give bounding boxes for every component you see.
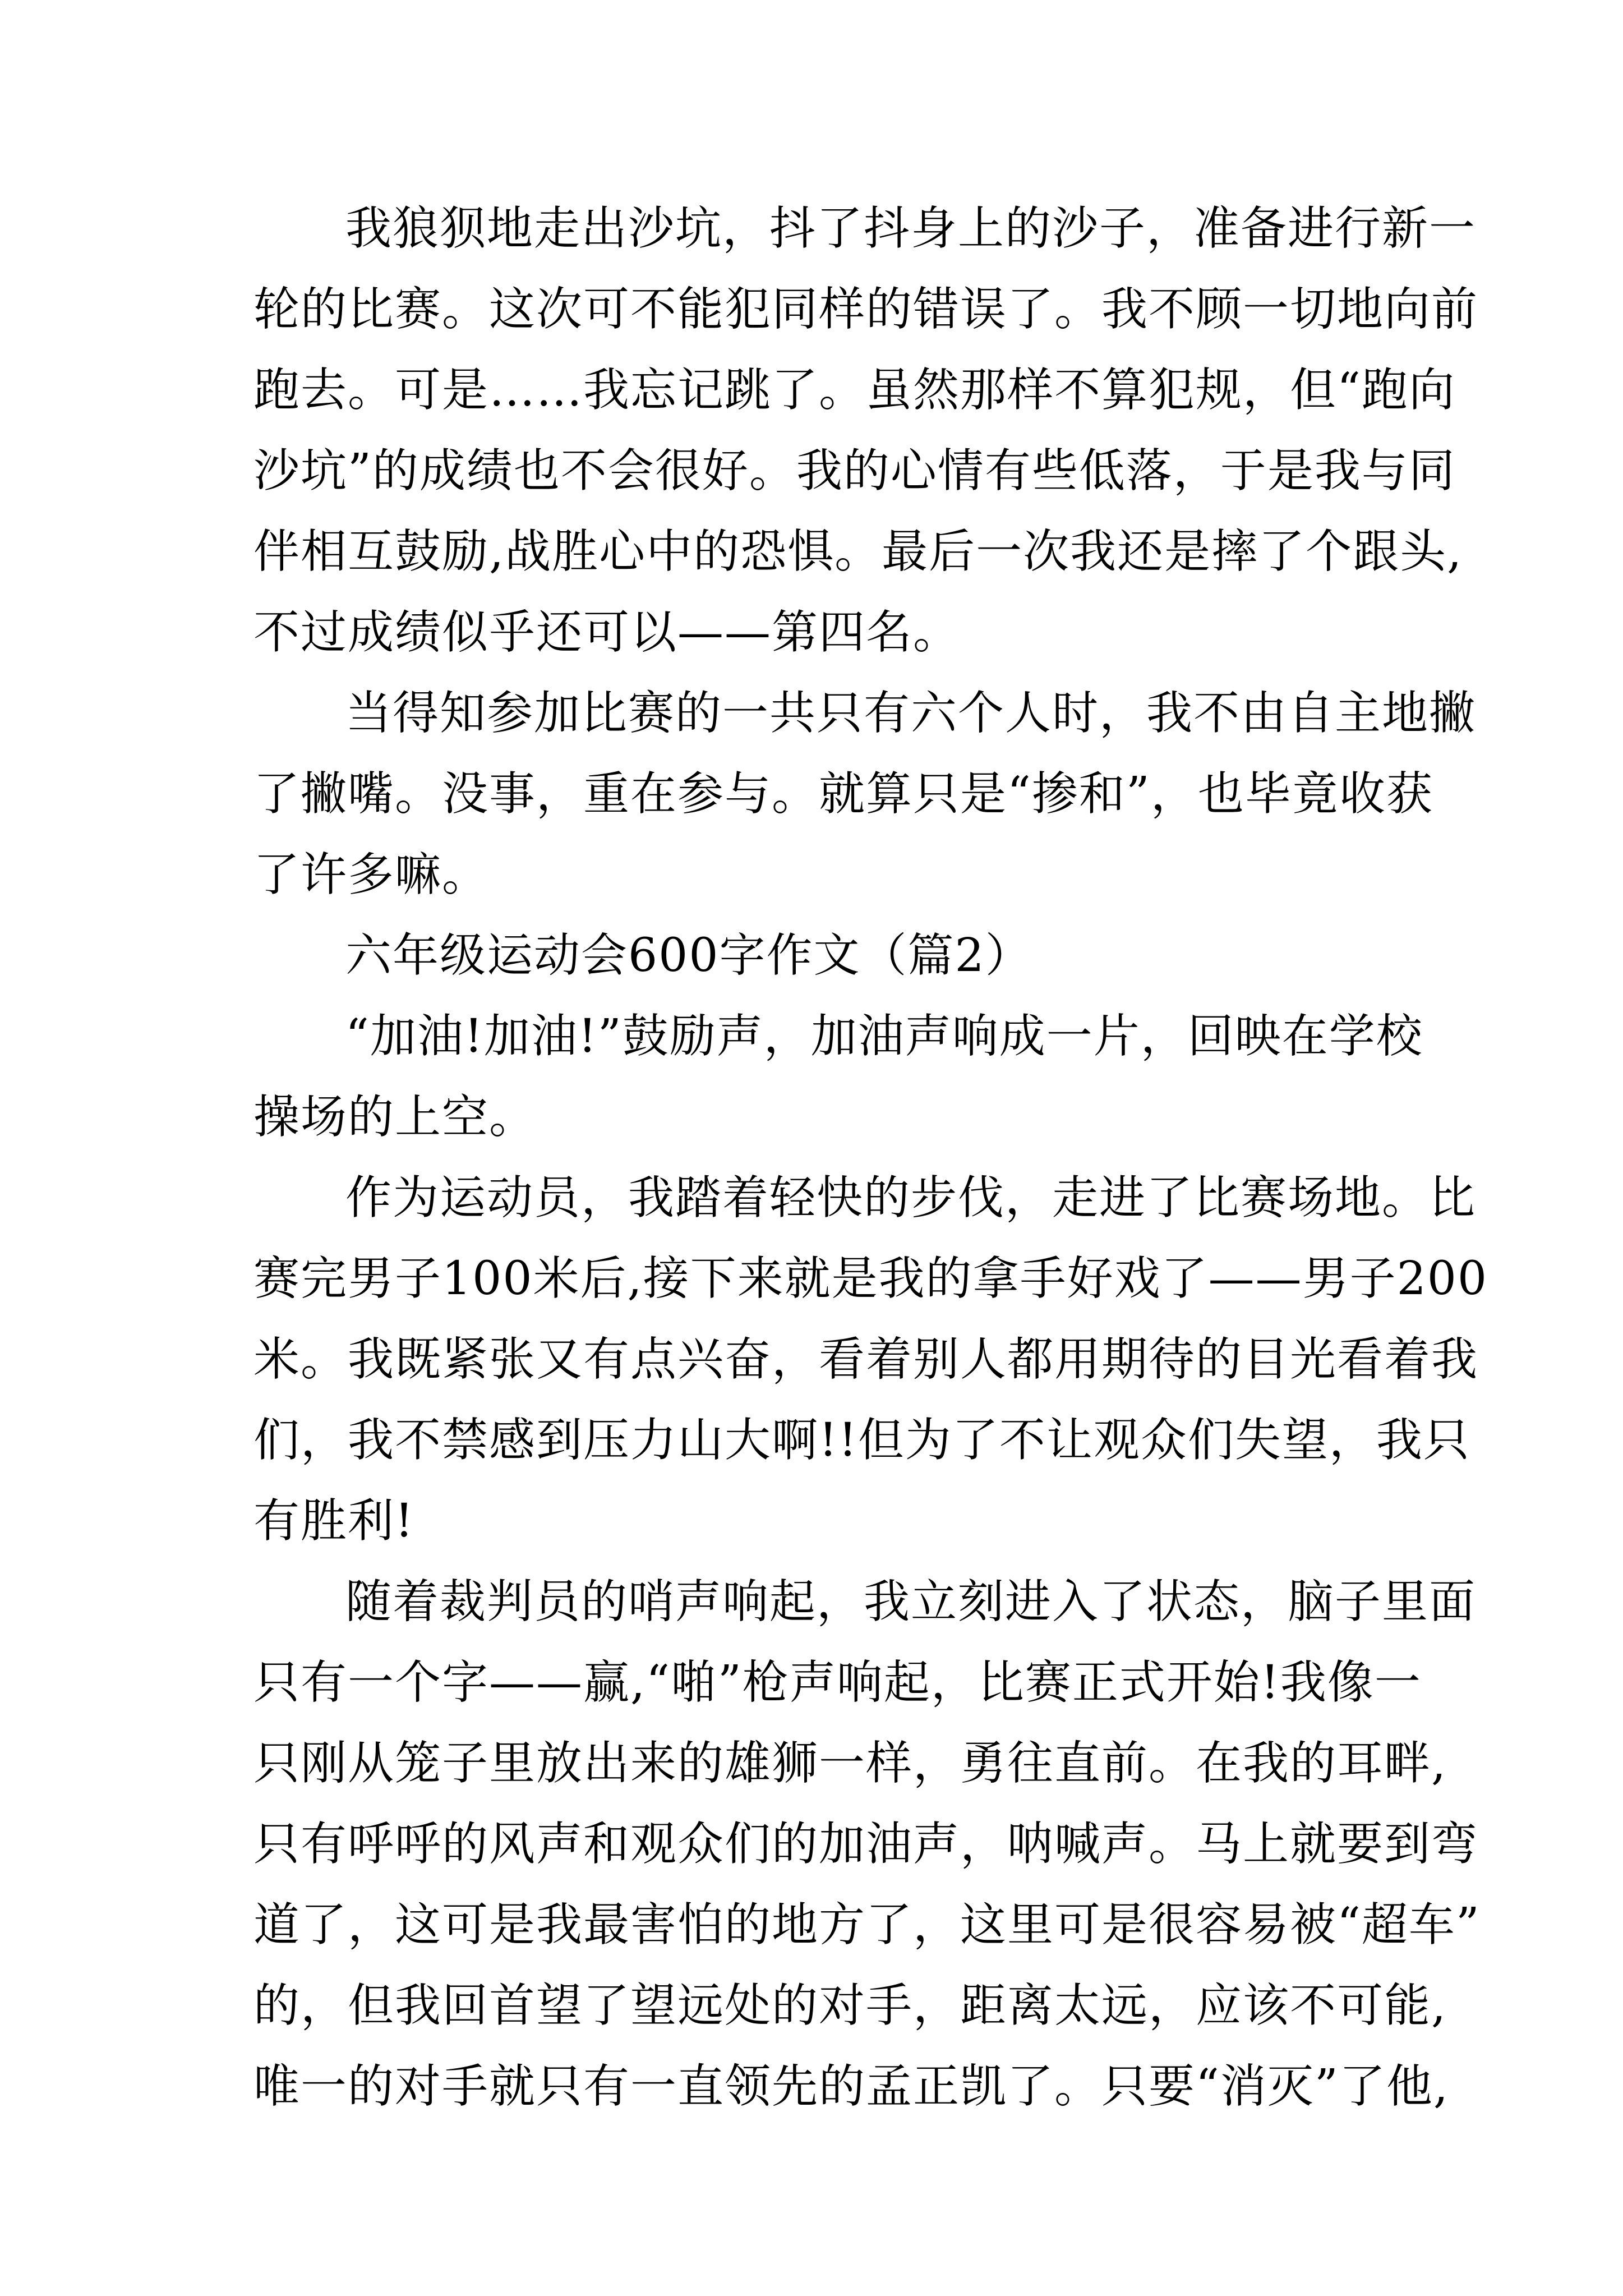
paragraph-line: 只有呼呼的风声和观众们的加油声，呐喊声。马上就要到弯 xyxy=(253,1818,1479,1871)
paragraph-line: 沙坑”的成绩也不会很好。我的心情有些低落，于是我与同 xyxy=(253,444,1456,498)
paragraph-line: 我狼狈地走出沙坑，抖了抖身上的沙子，准备进行新一 xyxy=(345,202,1477,255)
paragraph-line: 的，但我回首望了望远处的对手，距离太远，应该不可能, xyxy=(253,1979,1447,2032)
paragraph-line: 不过成绩似乎还可以——第四名。 xyxy=(253,606,961,659)
paragraph-line: 当得知参加比赛的一共只有六个人时，我不由自主地撇 xyxy=(345,687,1477,740)
paragraph-line: 赛完男子100米后,接下来就是我的拿手好戏了——男子200 xyxy=(253,1252,1488,1305)
paragraph-line: 们，我不禁感到压力山大啊!!但为了不让观众们失望，我只 xyxy=(253,1414,1470,1467)
paragraph-line: 米。我既紧张又有点兴奋，看着别人都用期待的目光看着我 xyxy=(253,1333,1479,1386)
paragraph-line: 只有一个字——赢,“啪”枪声响起，比赛正式开始!我像一 xyxy=(253,1656,1422,1709)
section-heading: 六年级运动会600字作文（篇2） xyxy=(345,929,1032,982)
paragraph-line: 了撇嘴。没事，重在参与。就算只是“掺和”，也毕竟收获 xyxy=(253,767,1433,821)
essay-text xyxy=(253,188,1488,2127)
paragraph-line: “加油!加油!”鼓励声，加油声响成一片，回映在学校 xyxy=(345,1010,1423,1063)
paragraph-line: 了许多嘛。 xyxy=(253,848,490,901)
paragraph-line: 伴相互鼓励,战胜心中的恐惧。最后一次我还是摔了个跟头, xyxy=(253,525,1463,578)
paragraph-line: 操场的上空。 xyxy=(253,1091,537,1144)
paragraph-line: 随着裁判员的哨声响起，我立刻进入了状态，脑子里面 xyxy=(345,1575,1477,1628)
paragraph-line: 有胜利! xyxy=(253,1494,414,1548)
paragraph-line: 作为运动员，我踏着轻快的步伐，走进了比赛场地。比 xyxy=(345,1171,1477,1225)
paragraph-line: 只刚从笼子里放出来的雄狮一样，勇往直前。在我的耳畔, xyxy=(253,1737,1447,1790)
paragraph-line: 道了，这可是我最害怕的地方了，这里可是很容易被“超车” xyxy=(253,1898,1481,1952)
paragraph-line: 跑去。可是……我忘记跳了。虽然那样不算犯规，但“跑向 xyxy=(253,364,1456,417)
paragraph-line: 轮的比赛。这次可不能犯同样的错误了。我不顾一切地向前 xyxy=(253,283,1479,336)
paragraph-line: 唯一的对手就只有一直领先的孟正凯了。只要“消灭”了他, xyxy=(253,2060,1449,2113)
